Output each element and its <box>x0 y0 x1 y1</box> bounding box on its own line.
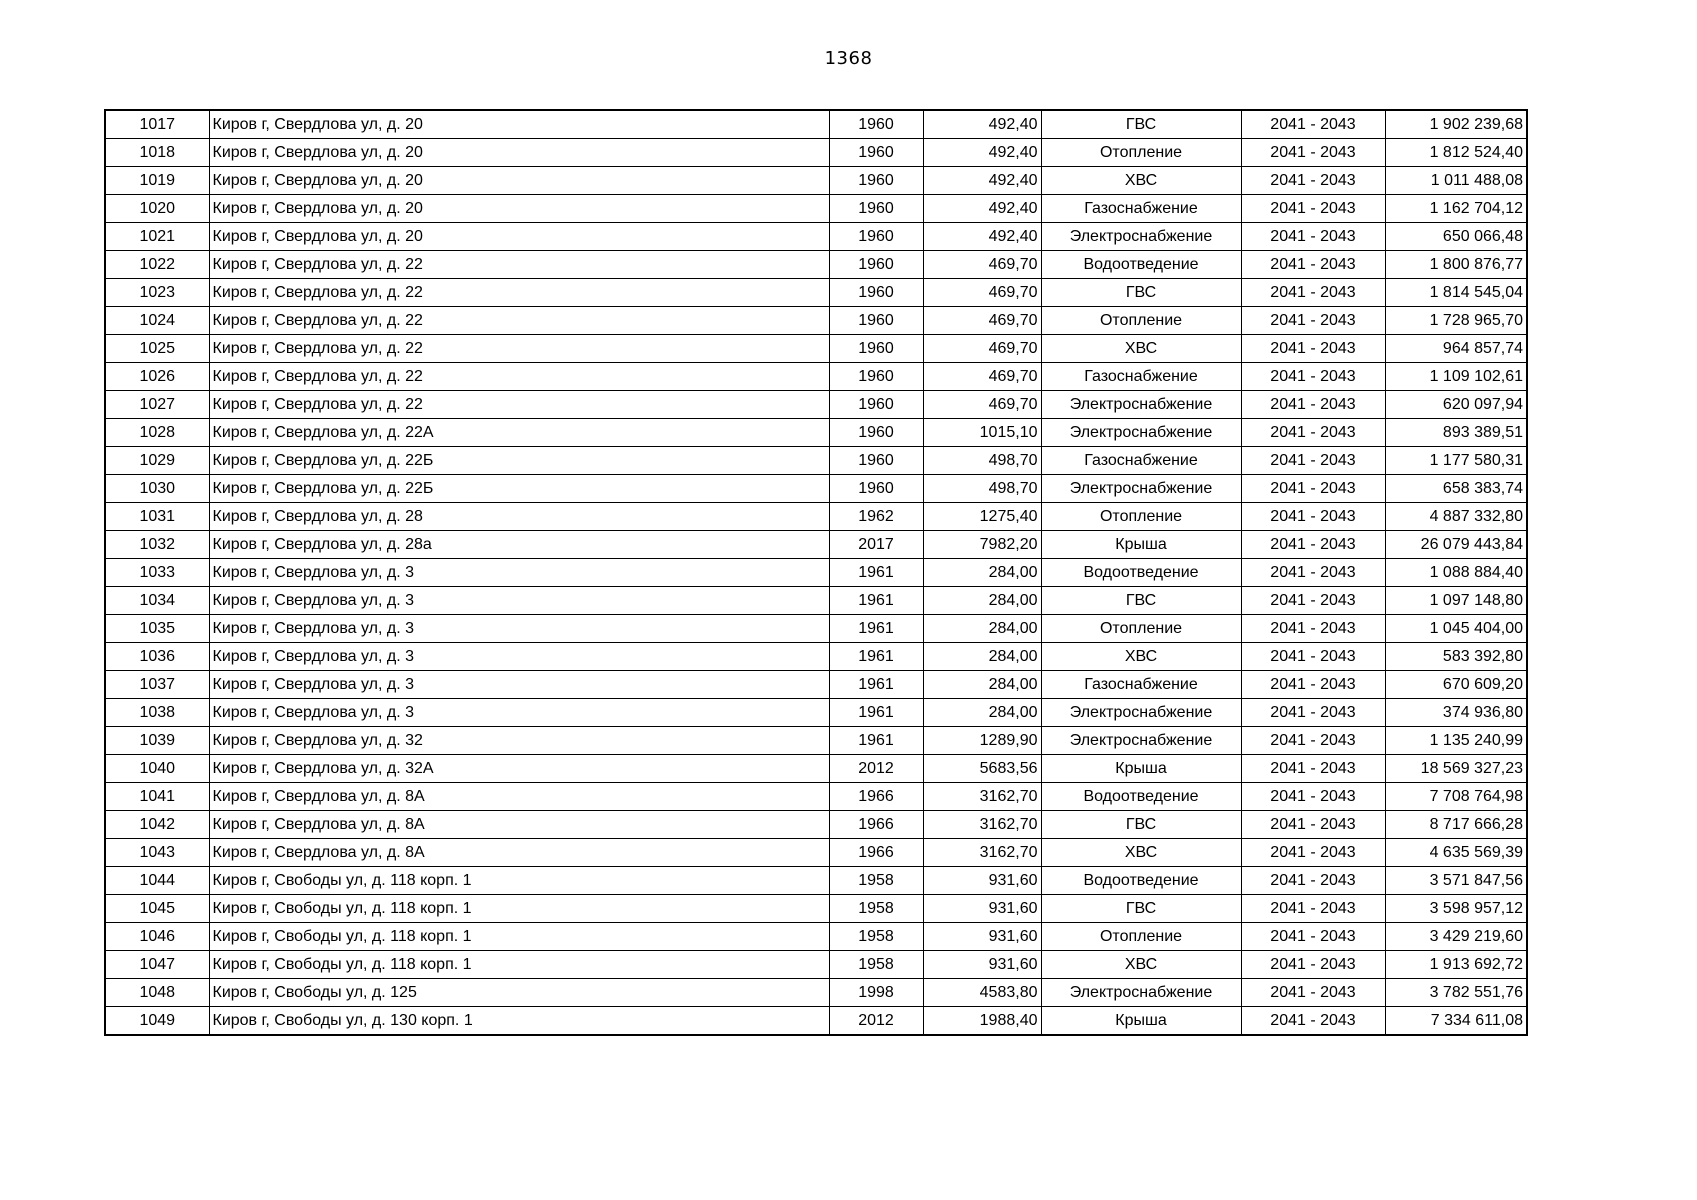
period-cell: 2041 - 2043 <box>1241 699 1385 727</box>
area-cell: 469,70 <box>923 363 1041 391</box>
cost-cell: 1 814 545,04 <box>1385 279 1527 307</box>
build-year-cell: 1960 <box>829 223 923 251</box>
build-year-cell: 1961 <box>829 643 923 671</box>
cost-cell: 7 334 611,08 <box>1385 1007 1527 1036</box>
row-number-cell: 1017 <box>105 110 209 139</box>
table-row <box>105 895 1527 923</box>
area-cell: 492,40 <box>923 223 1041 251</box>
work-type-cell: Газоснабжение <box>1041 195 1241 223</box>
table-row <box>105 419 1527 447</box>
cost-cell: 374 936,80 <box>1385 699 1527 727</box>
row-number-cell: 1031 <box>105 503 209 531</box>
work-type-cell: ГВС <box>1041 279 1241 307</box>
row-number-cell: 1020 <box>105 195 209 223</box>
work-type-cell: Газоснабжение <box>1041 363 1241 391</box>
work-type-cell: Водоотведение <box>1041 559 1241 587</box>
address-cell: Киров г, Свердлова ул, д. 20 <box>209 110 829 139</box>
address-cell: Киров г, Свердлова ул, д. 22Б <box>209 475 829 503</box>
work-type-cell: ХВС <box>1041 951 1241 979</box>
area-cell: 1988,40 <box>923 1007 1041 1036</box>
build-year-cell: 1960 <box>829 447 923 475</box>
address-cell: Киров г, Свердлова ул, д. 22А <box>209 419 829 447</box>
build-year-cell: 1961 <box>829 615 923 643</box>
area-cell: 469,70 <box>923 251 1041 279</box>
area-cell: 469,70 <box>923 279 1041 307</box>
period-cell: 2041 - 2043 <box>1241 447 1385 475</box>
address-cell: Киров г, Свободы ул, д. 118 корп. 1 <box>209 867 829 895</box>
area-cell: 469,70 <box>923 335 1041 363</box>
area-cell: 7982,20 <box>923 531 1041 559</box>
build-year-cell: 1961 <box>829 699 923 727</box>
work-type-cell: Электроснабжение <box>1041 419 1241 447</box>
address-cell: Киров г, Свердлова ул, д. 32А <box>209 755 829 783</box>
period-cell: 2041 - 2043 <box>1241 951 1385 979</box>
period-cell: 2041 - 2043 <box>1241 475 1385 503</box>
row-number-cell: 1047 <box>105 951 209 979</box>
build-year-cell: 1966 <box>829 839 923 867</box>
table-row <box>105 503 1527 531</box>
table-row <box>105 110 1527 139</box>
area-cell: 3162,70 <box>923 783 1041 811</box>
area-cell: 498,70 <box>923 475 1041 503</box>
period-cell: 2041 - 2043 <box>1241 251 1385 279</box>
address-cell: Киров г, Свердлова ул, д. 3 <box>209 587 829 615</box>
table-row <box>105 363 1527 391</box>
cost-cell: 4 635 569,39 <box>1385 839 1527 867</box>
table-row <box>105 223 1527 251</box>
period-cell: 2041 - 2043 <box>1241 195 1385 223</box>
period-cell: 2041 - 2043 <box>1241 335 1385 363</box>
period-cell: 2041 - 2043 <box>1241 307 1385 335</box>
table-row <box>105 447 1527 475</box>
address-cell: Киров г, Свердлова ул, д. 3 <box>209 615 829 643</box>
area-cell: 931,60 <box>923 951 1041 979</box>
cost-cell: 658 383,74 <box>1385 475 1527 503</box>
work-type-cell: Газоснабжение <box>1041 671 1241 699</box>
cost-cell: 964 857,74 <box>1385 335 1527 363</box>
cost-cell: 4 887 332,80 <box>1385 503 1527 531</box>
row-number-cell: 1030 <box>105 475 209 503</box>
area-cell: 4583,80 <box>923 979 1041 1007</box>
row-number-cell: 1045 <box>105 895 209 923</box>
area-cell: 931,60 <box>923 923 1041 951</box>
address-cell: Киров г, Свердлова ул, д. 22 <box>209 391 829 419</box>
cost-cell: 1 135 240,99 <box>1385 727 1527 755</box>
work-type-cell: Электроснабжение <box>1041 391 1241 419</box>
table-row <box>105 195 1527 223</box>
area-cell: 1289,90 <box>923 727 1041 755</box>
work-type-cell: Водоотведение <box>1041 251 1241 279</box>
work-type-cell: Электроснабжение <box>1041 727 1241 755</box>
row-number-cell: 1037 <box>105 671 209 699</box>
area-cell: 284,00 <box>923 587 1041 615</box>
address-cell: Киров г, Свердлова ул, д. 28 <box>209 503 829 531</box>
cost-cell: 3 571 847,56 <box>1385 867 1527 895</box>
build-year-cell: 1960 <box>829 363 923 391</box>
address-cell: Киров г, Свердлова ул, д. 28а <box>209 531 829 559</box>
row-number-cell: 1029 <box>105 447 209 475</box>
period-cell: 2041 - 2043 <box>1241 167 1385 195</box>
address-cell: Киров г, Свердлова ул, д. 8А <box>209 783 829 811</box>
work-type-cell: ХВС <box>1041 839 1241 867</box>
build-year-cell: 1966 <box>829 783 923 811</box>
row-number-cell: 1040 <box>105 755 209 783</box>
work-type-cell: Водоотведение <box>1041 867 1241 895</box>
build-year-cell: 1960 <box>829 475 923 503</box>
address-cell: Киров г, Свердлова ул, д. 22Б <box>209 447 829 475</box>
row-number-cell: 1028 <box>105 419 209 447</box>
table-row <box>105 643 1527 671</box>
table-row <box>105 559 1527 587</box>
row-number-cell: 1044 <box>105 867 209 895</box>
table-row <box>105 923 1527 951</box>
area-cell: 492,40 <box>923 139 1041 167</box>
row-number-cell: 1034 <box>105 587 209 615</box>
row-number-cell: 1038 <box>105 699 209 727</box>
row-number-cell: 1019 <box>105 167 209 195</box>
row-number-cell: 1035 <box>105 615 209 643</box>
cost-cell: 1 045 404,00 <box>1385 615 1527 643</box>
row-number-cell: 1048 <box>105 979 209 1007</box>
cost-cell: 1 088 884,40 <box>1385 559 1527 587</box>
row-number-cell: 1018 <box>105 139 209 167</box>
build-year-cell: 1998 <box>829 979 923 1007</box>
area-cell: 284,00 <box>923 559 1041 587</box>
row-number-cell: 1042 <box>105 811 209 839</box>
period-cell: 2041 - 2043 <box>1241 811 1385 839</box>
period-cell: 2041 - 2043 <box>1241 923 1385 951</box>
area-cell: 492,40 <box>923 110 1041 139</box>
build-year-cell: 1958 <box>829 951 923 979</box>
work-type-cell: ГВС <box>1041 110 1241 139</box>
table-row <box>105 811 1527 839</box>
cost-cell: 1 800 876,77 <box>1385 251 1527 279</box>
build-year-cell: 1960 <box>829 251 923 279</box>
table-row <box>105 755 1527 783</box>
build-year-cell: 1958 <box>829 923 923 951</box>
work-type-cell: Крыша <box>1041 755 1241 783</box>
row-number-cell: 1041 <box>105 783 209 811</box>
address-cell: Киров г, Свердлова ул, д. 3 <box>209 559 829 587</box>
area-cell: 469,70 <box>923 391 1041 419</box>
table-row <box>105 475 1527 503</box>
cost-cell: 1 011 488,08 <box>1385 167 1527 195</box>
cost-cell: 1 902 239,68 <box>1385 110 1527 139</box>
work-type-cell: Отопление <box>1041 503 1241 531</box>
address-cell: Киров г, Свободы ул, д. 118 корп. 1 <box>209 951 829 979</box>
cost-cell: 1 812 524,40 <box>1385 139 1527 167</box>
period-cell: 2041 - 2043 <box>1241 755 1385 783</box>
period-cell: 2041 - 2043 <box>1241 391 1385 419</box>
area-cell: 931,60 <box>923 895 1041 923</box>
period-cell: 2041 - 2043 <box>1241 1007 1385 1036</box>
address-cell: Киров г, Свердлова ул, д. 3 <box>209 671 829 699</box>
cost-cell: 620 097,94 <box>1385 391 1527 419</box>
period-cell: 2041 - 2043 <box>1241 419 1385 447</box>
period-cell: 2041 - 2043 <box>1241 110 1385 139</box>
row-number-cell: 1025 <box>105 335 209 363</box>
cost-cell: 26 079 443,84 <box>1385 531 1527 559</box>
build-year-cell: 1961 <box>829 559 923 587</box>
work-type-cell: Электроснабжение <box>1041 223 1241 251</box>
build-year-cell: 1958 <box>829 895 923 923</box>
table-row <box>105 307 1527 335</box>
work-type-cell: ГВС <box>1041 895 1241 923</box>
build-year-cell: 1958 <box>829 867 923 895</box>
period-cell: 2041 - 2043 <box>1241 783 1385 811</box>
area-cell: 284,00 <box>923 699 1041 727</box>
build-year-cell: 2012 <box>829 755 923 783</box>
period-cell: 2041 - 2043 <box>1241 867 1385 895</box>
work-type-cell: Электроснабжение <box>1041 699 1241 727</box>
address-cell: Киров г, Свердлова ул, д. 20 <box>209 139 829 167</box>
area-cell: 3162,70 <box>923 839 1041 867</box>
cost-cell: 1 109 102,61 <box>1385 363 1527 391</box>
period-cell: 2041 - 2043 <box>1241 139 1385 167</box>
row-number-cell: 1033 <box>105 559 209 587</box>
work-type-cell: ХВС <box>1041 643 1241 671</box>
row-number-cell: 1022 <box>105 251 209 279</box>
build-year-cell: 2017 <box>829 531 923 559</box>
area-cell: 492,40 <box>923 167 1041 195</box>
address-cell: Киров г, Свободы ул, д. 125 <box>209 979 829 1007</box>
table-row <box>105 839 1527 867</box>
address-cell: Киров г, Свободы ул, д. 118 корп. 1 <box>209 895 829 923</box>
address-cell: Киров г, Свердлова ул, д. 8А <box>209 811 829 839</box>
period-cell: 2041 - 2043 <box>1241 531 1385 559</box>
period-cell: 2041 - 2043 <box>1241 503 1385 531</box>
address-cell: Киров г, Свердлова ул, д. 32 <box>209 727 829 755</box>
row-number-cell: 1043 <box>105 839 209 867</box>
period-cell: 2041 - 2043 <box>1241 279 1385 307</box>
cost-cell: 3 429 219,60 <box>1385 923 1527 951</box>
row-number-cell: 1039 <box>105 727 209 755</box>
period-cell: 2041 - 2043 <box>1241 671 1385 699</box>
area-cell: 492,40 <box>923 195 1041 223</box>
work-type-cell: Газоснабжение <box>1041 447 1241 475</box>
table-row <box>105 783 1527 811</box>
table-row <box>105 867 1527 895</box>
build-year-cell: 1960 <box>829 110 923 139</box>
cost-cell: 8 717 666,28 <box>1385 811 1527 839</box>
table-row <box>105 587 1527 615</box>
period-cell: 2041 - 2043 <box>1241 587 1385 615</box>
area-cell: 1275,40 <box>923 503 1041 531</box>
table-body <box>105 110 1527 1035</box>
build-year-cell: 1960 <box>829 279 923 307</box>
build-year-cell: 1960 <box>829 391 923 419</box>
row-number-cell: 1027 <box>105 391 209 419</box>
work-type-cell: Крыша <box>1041 531 1241 559</box>
cost-cell: 650 066,48 <box>1385 223 1527 251</box>
period-cell: 2041 - 2043 <box>1241 839 1385 867</box>
work-type-cell: Отопление <box>1041 923 1241 951</box>
work-type-cell: Водоотведение <box>1041 783 1241 811</box>
address-cell: Киров г, Свободы ул, д. 130 корп. 1 <box>209 1007 829 1036</box>
build-year-cell: 1960 <box>829 195 923 223</box>
build-year-cell: 1961 <box>829 587 923 615</box>
table-row <box>105 951 1527 979</box>
table-row <box>105 1007 1527 1036</box>
address-cell: Киров г, Свердлова ул, д. 22 <box>209 307 829 335</box>
area-cell: 1015,10 <box>923 419 1041 447</box>
cost-cell: 3 782 551,76 <box>1385 979 1527 1007</box>
cost-cell: 1 097 148,80 <box>1385 587 1527 615</box>
build-year-cell: 1960 <box>829 167 923 195</box>
address-cell: Киров г, Свердлова ул, д. 20 <box>209 195 829 223</box>
table-row <box>105 699 1527 727</box>
build-year-cell: 1960 <box>829 419 923 447</box>
cost-cell: 1 177 580,31 <box>1385 447 1527 475</box>
area-cell: 498,70 <box>923 447 1041 475</box>
address-cell: Киров г, Свердлова ул, д. 3 <box>209 643 829 671</box>
build-year-cell: 1960 <box>829 307 923 335</box>
row-number-cell: 1049 <box>105 1007 209 1036</box>
build-year-cell: 1960 <box>829 139 923 167</box>
period-cell: 2041 - 2043 <box>1241 559 1385 587</box>
address-cell: Киров г, Свердлова ул, д. 22 <box>209 335 829 363</box>
cost-cell: 1 162 704,12 <box>1385 195 1527 223</box>
address-cell: Киров г, Свердлова ул, д. 20 <box>209 167 829 195</box>
work-type-cell: ХВС <box>1041 335 1241 363</box>
table-row <box>105 671 1527 699</box>
period-cell: 2041 - 2043 <box>1241 615 1385 643</box>
row-number-cell: 1026 <box>105 363 209 391</box>
row-number-cell: 1021 <box>105 223 209 251</box>
build-year-cell: 2012 <box>829 1007 923 1036</box>
work-type-cell: ГВС <box>1041 811 1241 839</box>
address-cell: Киров г, Свердлова ул, д. 22 <box>209 363 829 391</box>
cost-cell: 18 569 327,23 <box>1385 755 1527 783</box>
address-cell: Киров г, Свердлова ул, д. 22 <box>209 279 829 307</box>
area-cell: 284,00 <box>923 671 1041 699</box>
address-cell: Киров г, Свердлова ул, д. 22 <box>209 251 829 279</box>
work-type-cell: ХВС <box>1041 167 1241 195</box>
table-row <box>105 279 1527 307</box>
page-number: 1368 <box>824 48 873 69</box>
period-cell: 2041 - 2043 <box>1241 223 1385 251</box>
table-row <box>105 727 1527 755</box>
table-row <box>105 979 1527 1007</box>
row-number-cell: 1024 <box>105 307 209 335</box>
row-number-cell: 1032 <box>105 531 209 559</box>
area-cell: 284,00 <box>923 615 1041 643</box>
period-cell: 2041 - 2043 <box>1241 979 1385 1007</box>
table-row <box>105 531 1527 559</box>
repair-schedule-table <box>104 109 1528 1036</box>
table-row <box>105 391 1527 419</box>
cost-cell: 893 389,51 <box>1385 419 1527 447</box>
row-number-cell: 1036 <box>105 643 209 671</box>
area-cell: 469,70 <box>923 307 1041 335</box>
address-cell: Киров г, Свердлова ул, д. 20 <box>209 223 829 251</box>
build-year-cell: 1960 <box>829 335 923 363</box>
row-number-cell: 1023 <box>105 279 209 307</box>
table-row <box>105 167 1527 195</box>
work-type-cell: Крыша <box>1041 1007 1241 1036</box>
table-row <box>105 335 1527 363</box>
area-cell: 3162,70 <box>923 811 1041 839</box>
area-cell: 931,60 <box>923 867 1041 895</box>
build-year-cell: 1962 <box>829 503 923 531</box>
work-type-cell: Отопление <box>1041 139 1241 167</box>
work-type-cell: Электроснабжение <box>1041 979 1241 1007</box>
address-cell: Киров г, Свердлова ул, д. 8А <box>209 839 829 867</box>
address-cell: Киров г, Свободы ул, д. 118 корп. 1 <box>209 923 829 951</box>
work-type-cell: Отопление <box>1041 307 1241 335</box>
period-cell: 2041 - 2043 <box>1241 363 1385 391</box>
period-cell: 2041 - 2043 <box>1241 643 1385 671</box>
cost-cell: 583 392,80 <box>1385 643 1527 671</box>
cost-cell: 7 708 764,98 <box>1385 783 1527 811</box>
cost-cell: 1 728 965,70 <box>1385 307 1527 335</box>
cost-cell: 670 609,20 <box>1385 671 1527 699</box>
period-cell: 2041 - 2043 <box>1241 895 1385 923</box>
table-row <box>105 139 1527 167</box>
row-number-cell: 1046 <box>105 923 209 951</box>
area-cell: 284,00 <box>923 643 1041 671</box>
work-type-cell: Электроснабжение <box>1041 475 1241 503</box>
period-cell: 2041 - 2043 <box>1241 727 1385 755</box>
build-year-cell: 1966 <box>829 811 923 839</box>
build-year-cell: 1961 <box>829 727 923 755</box>
work-type-cell: ГВС <box>1041 587 1241 615</box>
area-cell: 5683,56 <box>923 755 1041 783</box>
cost-cell: 1 913 692,72 <box>1385 951 1527 979</box>
build-year-cell: 1961 <box>829 671 923 699</box>
table-row <box>105 615 1527 643</box>
cost-cell: 3 598 957,12 <box>1385 895 1527 923</box>
address-cell: Киров г, Свердлова ул, д. 3 <box>209 699 829 727</box>
work-type-cell: Отопление <box>1041 615 1241 643</box>
table-row <box>105 251 1527 279</box>
